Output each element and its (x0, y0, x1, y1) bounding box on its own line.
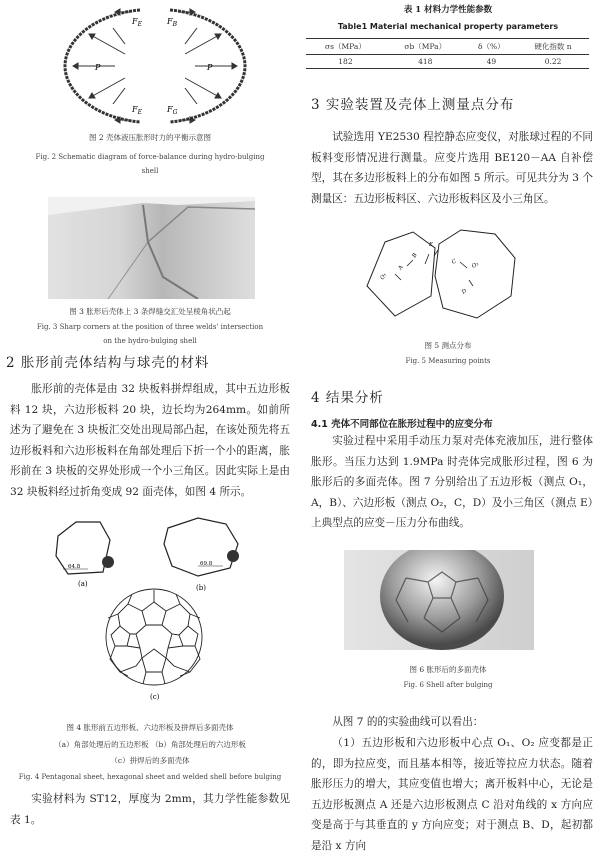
pt-e: E (429, 242, 434, 248)
section-3-title: 3 实验装置及壳体上测量点分布 (311, 97, 515, 113)
pt-c: C (451, 258, 458, 266)
svg-text:FG: $F_G$ (167, 105, 178, 116)
table1-title-en: Table1 Material mechanical property parameters (337, 22, 559, 31)
fig6-photo (344, 550, 534, 650)
fig4-dim-b: 69.8 (200, 561, 213, 567)
fig3-caption-zh: 图 3 胀形后壳体上 3 条焊缝交汇处呈棱角状凸起 (69, 307, 231, 316)
fig6-caption-zh: 图 6 胀形后的多面壳体 (409, 665, 487, 674)
section-2-para2: 实验材料为 ST12，厚度为 2mm，其力学性能参数见表 1。 (10, 793, 290, 826)
fig6-caption-en: Fig. 6 Shell after bulging (403, 681, 493, 689)
svg-text:FE: $F_E$ (132, 17, 142, 28)
table1-header: 硬化指数 n (534, 42, 572, 51)
p-left-label: P (95, 63, 101, 72)
fig4-sub-c: （c）拼焊后的多面壳体 (110, 756, 190, 765)
section-4b-intro: 从图 7 的的实验曲线可以看出： (332, 716, 484, 728)
table1-cell: 0.22 (544, 57, 562, 66)
section-2-para1: 胀形前的壳体是由 32 块板料拼焊组成，其中五边形板料 12 块，六边形板料 20 块，边长均为264mm。如前所述为了避免在 3 块板汇交处出现局部凸起，在该处预先将五边形板料和六边形板料在角部处理后下折一个小的距离，胀形前在 3 块板的交界处形成一个小三角区。因此实际上是由 32 块板料经过折角变成 92 面壳体，如图 4 所示。 (10, 383, 290, 498)
fig4-dim-a: 64.8 (68, 564, 81, 570)
fig3-caption-en: Fig. 3 Sharp corners at the position of three welds' intersection on the hydro-bulging shell (36, 323, 264, 345)
section-3-para: 试验选用 YE2530 程控静态应变仪，对胀球过程的不同板料变形情况进行测量。应变片选用 BE120－AA 自补偿型，其在多边形板料上的分布如图 5 所示。可见共分为 3 个测量区：五边形板料区、六边形板料区及小三角区。 (311, 131, 593, 205)
fig4-label-c: (c) (150, 693, 160, 701)
table1-header: δ（%） (478, 42, 505, 51)
table1-cell: 182 (338, 57, 353, 66)
section-4-title: 4 结果分析 (311, 390, 384, 406)
pt-o1: O₁ (379, 272, 389, 281)
pt-d: D (461, 288, 468, 296)
fig4-label-a: (a) (78, 580, 88, 588)
fig4-caption-en: Fig. 4 Pentagonal sheet, hexagonal sheet and welded shell before bulging (18, 773, 282, 781)
fig4-sub-ab: （a）角部处理后的五边形板 （b）角部处理后的六边形板 (54, 740, 246, 749)
fig2-caption-zh: 图 2 壳体液压胀形时力的平衡示意图 (88, 133, 212, 142)
pt-o2: O₂ (471, 261, 480, 270)
fig3-photo (48, 197, 255, 299)
fig5-caption-en: Fig. 5 Measuring points (405, 357, 491, 365)
pt-b: B (411, 252, 419, 259)
fig4-diagram (48, 514, 263, 706)
section-4-para: 实验过程中采用手动压力泵对壳体充液加压，进行整体胀形。当压力达到 1.9MPa 时壳体完成胀形过程，图 6 为胀形后的多面壳体。图 7 分别给出了五边形板（测点 O₁，A，B）、六边形板（测点 O₂，C，D）及小三角区（测点 E）上典型点的应变－压力分布曲线。 (311, 435, 593, 530)
section-4-1-title: 4.1 壳体不同部位在胀形过程中的应变分布 (311, 419, 493, 430)
table1-header: σb（MPa） (404, 42, 447, 51)
table1-header: σs（MPa） (325, 42, 366, 51)
fig5-measuring-points (355, 224, 525, 324)
fig2-force-diagram (55, 4, 255, 128)
svg-text:FB: $F_B$ (167, 17, 177, 28)
table1-cell: 49 (486, 57, 497, 66)
table1-cell: 418 (418, 57, 433, 66)
section-2-title: 2 胀形前壳体结构与球壳的材料 (6, 355, 210, 371)
section-4b-para: （1）五边形板和六边形板中心点 O₁、O₂ 应变都是正的，即为拉应变，而且基本相等，接近等拉应力状态。随着胀形压力的增大，其应变值也增大；离开板料中心，无论是五边形板测点 A 还是六边形板测点 C 沿对角线的 x 方向应变是高于与其垂直的 y 方向应变；对于测点 B、D，起初都是沿 x 方向 (311, 737, 593, 852)
fig2-caption-en: Fig. 2 Schematic diagram of force-balance during hydro-bulging shell (35, 153, 265, 175)
table1 (306, 38, 589, 69)
fig4-caption-zh: 图 4 胀形前五边形板、六边形板及拼焊后多面壳体 (66, 723, 234, 732)
pt-a: A (397, 264, 405, 271)
fig5-caption-zh: 图 5 测点分布 (424, 341, 472, 350)
p-right-label: P (207, 63, 213, 72)
table1-title-zh: 表 1 材料力学性能参数 (403, 5, 493, 15)
fig4-label-b: (b) (196, 584, 206, 592)
svg-text:FE: $F_E$ (132, 105, 142, 116)
